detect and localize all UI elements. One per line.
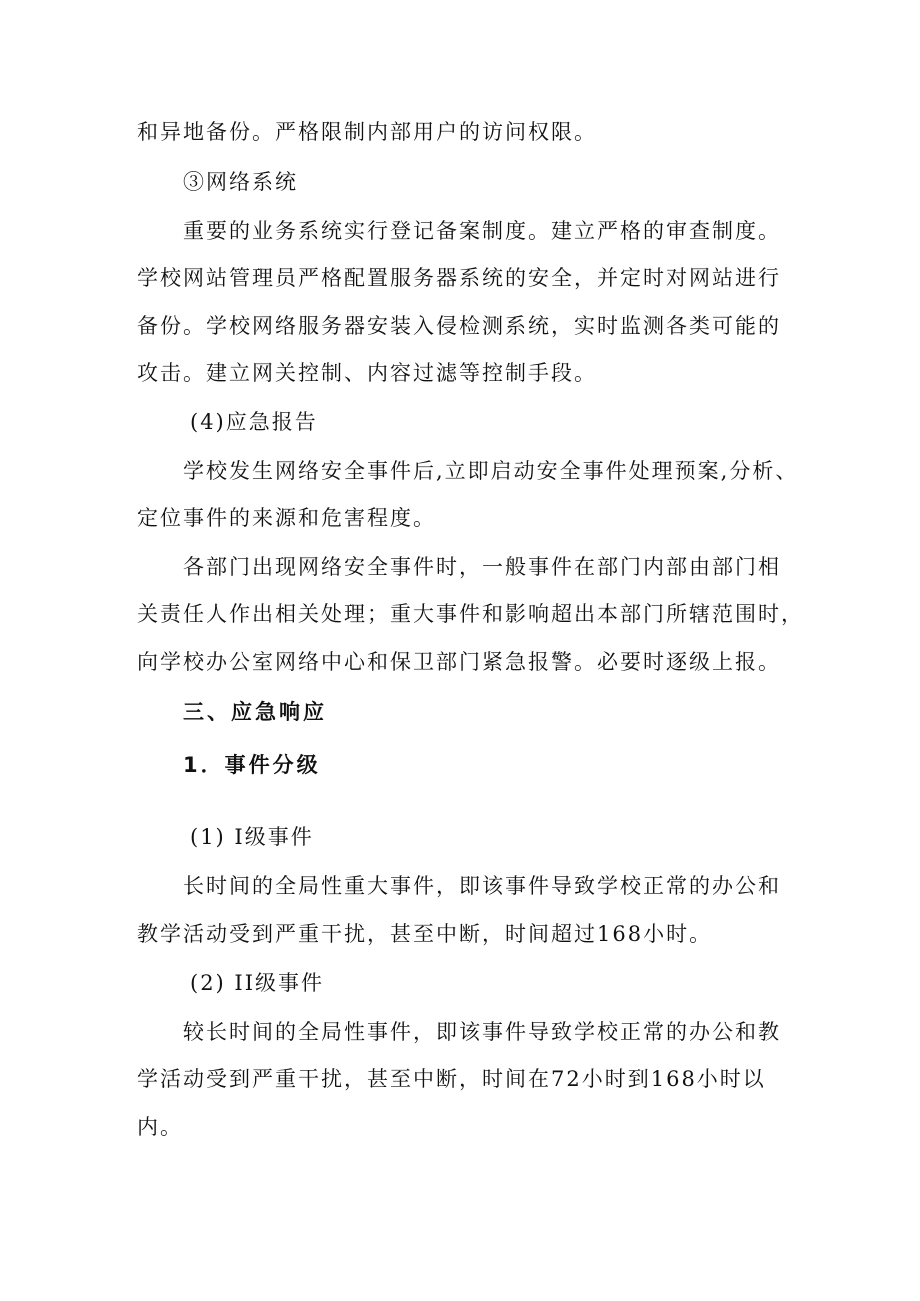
section-heading-event-classification: 1．事件分级 bbox=[183, 753, 321, 777]
paragraph-line: 各部门出现网络安全事件时，一般事件在部门内部由部门相 bbox=[183, 555, 781, 579]
paragraph-line: 和异地备份。严格限制内部用户的访问权限。 bbox=[137, 120, 597, 144]
paragraph-line: 学校网站管理员严格配置服务器系统的安全，并定时对网站进行 bbox=[137, 266, 781, 290]
paragraph-line: 内。 bbox=[137, 1115, 183, 1139]
paragraph-line: 攻击。建立网关控制、内容过滤等控制手段。 bbox=[137, 361, 597, 385]
subsection-title-level-1: (1) I级事件 bbox=[190, 825, 314, 849]
subsection-title-network-system: ③网络系统 bbox=[183, 170, 298, 194]
paragraph-line: 长时间的全局性重大事件，即该事件导致学校正常的办公和 bbox=[183, 874, 781, 898]
paragraph-line: 定位事件的来源和危害程度。 bbox=[137, 506, 436, 530]
paragraph-line: 学校发生网络安全事件后,立即启动安全事件处理预案,分析、 bbox=[183, 459, 799, 483]
subsection-title-level-2: (2) II级事件 bbox=[190, 971, 325, 995]
paragraph-line: 学活动受到严重干扰，甚至中断，时间在72小时到168小时以 bbox=[137, 1067, 766, 1091]
paragraph-line: 较长时间的全局性事件，即该事件导致学校正常的办公和教 bbox=[183, 1020, 781, 1044]
paragraph-line: 关责任人作出相关处理；重大事件和影响超出本部门所辖范围时， bbox=[137, 602, 804, 626]
subsection-title-emergency-report: (4)应急报告 bbox=[190, 410, 318, 434]
paragraph-line: 向学校办公室网络中心和保卫部门紧急报警。必要时逐级上报。 bbox=[137, 650, 781, 674]
section-heading-emergency-response: 三、应急响应 bbox=[183, 700, 327, 724]
paragraph-line: 重要的业务系统实行登记备案制度。建立严格的审查制度。 bbox=[183, 219, 781, 243]
paragraph-line: 备份。学校网络服务器安装入侵检测系统，实时监测各类可能的 bbox=[137, 314, 781, 338]
paragraph-line: 教学活动受到严重干扰，甚至中断，时间超过168小时。 bbox=[137, 922, 713, 946]
